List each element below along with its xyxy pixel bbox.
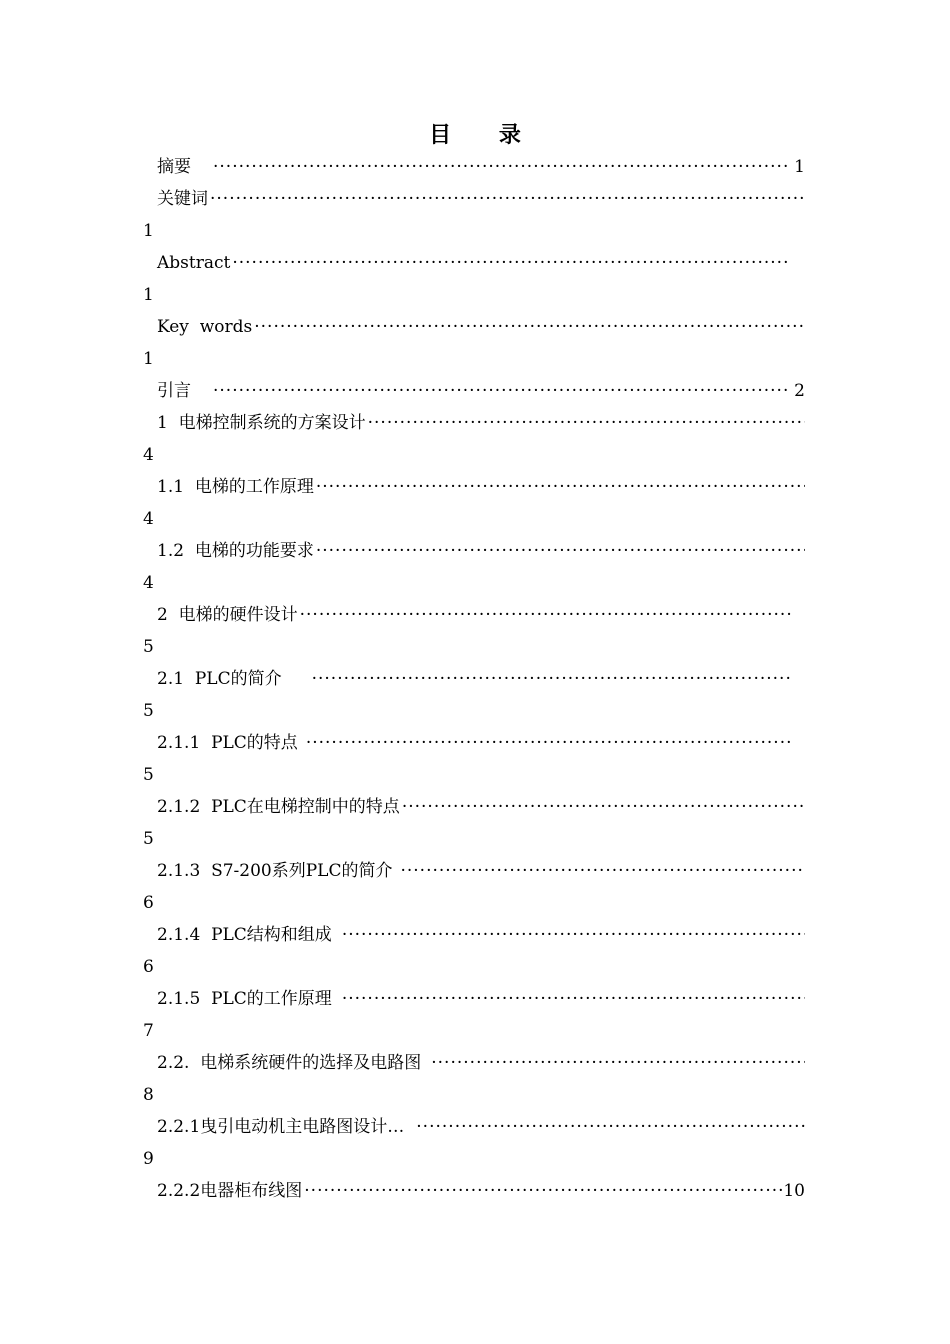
- toc-entry-label: 2.2.2电器柜布线图: [157, 1181, 303, 1201]
- toc-entry-label: Key words: [157, 317, 253, 337]
- toc-entry-section-2-1-3: [157, 859, 805, 883]
- toc-entry-label: 2.2. 电梯系统硬件的选择及电路图: [157, 1053, 422, 1073]
- toc-entry-keywords-cn: [157, 187, 805, 211]
- toc-entry-section-2-1-4: [157, 923, 805, 947]
- toc-entry-label: 2.1 PLC的简介: [157, 669, 282, 689]
- toc-entry-label: 引言: [157, 381, 191, 401]
- dot-leader: [304, 1179, 783, 1203]
- toc-entry-page: 9: [143, 1149, 154, 1169]
- toc-entry-page: 5: [143, 701, 154, 721]
- toc-entry-label: 2.1.3 S7-200系列PLC的简介: [157, 861, 393, 881]
- dot-leader: [402, 795, 805, 819]
- toc-entry-label: 2.1.4 PLC结构和组成: [157, 925, 332, 945]
- dot-leader: [232, 251, 791, 275]
- toc-entry-label: 摘要: [157, 157, 191, 177]
- dot-leader: [300, 603, 791, 627]
- toc-entry-page: 1: [143, 285, 154, 305]
- toc-entry-section-1-2: [157, 539, 805, 563]
- toc-entry-page: 1: [794, 157, 805, 177]
- dot-leader: [431, 1051, 805, 1075]
- toc-entry-section-2-1-1: [157, 731, 791, 755]
- dot-leader: [342, 987, 805, 1011]
- toc-entry-page: 5: [143, 765, 154, 785]
- dot-leader: [416, 1115, 805, 1139]
- toc-entry-section-1-1: [157, 475, 805, 499]
- toc-entry-page: 5: [143, 829, 154, 849]
- toc-entry-page: 4: [143, 509, 154, 529]
- dot-leader: [316, 475, 805, 499]
- dot-leader: [210, 187, 805, 211]
- dot-leader: [312, 667, 791, 691]
- dot-leader: [213, 155, 788, 179]
- toc-entry-label: 1.2 电梯的功能要求: [157, 541, 314, 561]
- toc-entry-abstract-cn: [157, 155, 805, 179]
- toc-entry-chapter-2: [157, 603, 791, 627]
- toc-entry-section-2-1-2: [157, 795, 805, 819]
- toc-entry-page: 1: [143, 221, 154, 241]
- toc-entry-section-2-2-1: [157, 1115, 805, 1139]
- toc-entry-label: 2.1.2 PLC在电梯控制中的特点: [157, 797, 400, 817]
- dot-leader: [213, 379, 788, 403]
- toc-entry-page: 8: [143, 1085, 154, 1105]
- toc-entry-page: 2: [794, 381, 805, 401]
- toc-entry-label: 关键词: [157, 189, 208, 209]
- dot-leader: [316, 539, 805, 563]
- toc-entry-chapter-1: [157, 411, 805, 435]
- toc-entry-keywords-en: [157, 315, 805, 339]
- toc-entry-page: 7: [143, 1021, 154, 1041]
- toc-entry-page: 5: [143, 637, 154, 657]
- dot-leader: [254, 315, 805, 339]
- toc-entry-abstract-en: [157, 251, 791, 275]
- toc-entry-page: 6: [143, 957, 154, 977]
- toc-entry-section-2-2-2: [157, 1179, 805, 1203]
- toc-entry-section-2-2: [157, 1051, 805, 1075]
- toc-entry-label: 2.2.1曳引电动机主电路图设计…: [157, 1117, 405, 1137]
- toc-entry-page: 4: [143, 573, 154, 593]
- toc-entry-page: 4: [143, 445, 154, 465]
- toc-entry-section-2-1: [157, 667, 791, 691]
- toc-entry-label: 1 电梯控制系统的方案设计: [157, 413, 366, 433]
- toc-title: 目 录: [429, 123, 541, 148]
- toc-entry-introduction: [157, 379, 805, 403]
- toc-entry-label: 1.1 电梯的工作原理: [157, 477, 314, 497]
- toc-entry-label: Abstract: [157, 253, 231, 273]
- dot-leader: [368, 411, 805, 435]
- toc-entry-page: 1: [143, 349, 154, 369]
- dot-leader: [400, 859, 805, 883]
- dot-leader: [342, 923, 805, 947]
- toc-entry-page: 6: [143, 893, 154, 913]
- toc-entry-page: 10: [783, 1181, 805, 1201]
- toc-entry-section-2-1-5: [157, 987, 805, 1011]
- toc-entry-label: 2 电梯的硬件设计: [157, 605, 298, 625]
- toc-entry-label: 2.1.5 PLC的工作原理: [157, 989, 332, 1009]
- toc-entry-label: 2.1.1 PLC的特点: [157, 733, 298, 753]
- dot-leader: [306, 731, 791, 755]
